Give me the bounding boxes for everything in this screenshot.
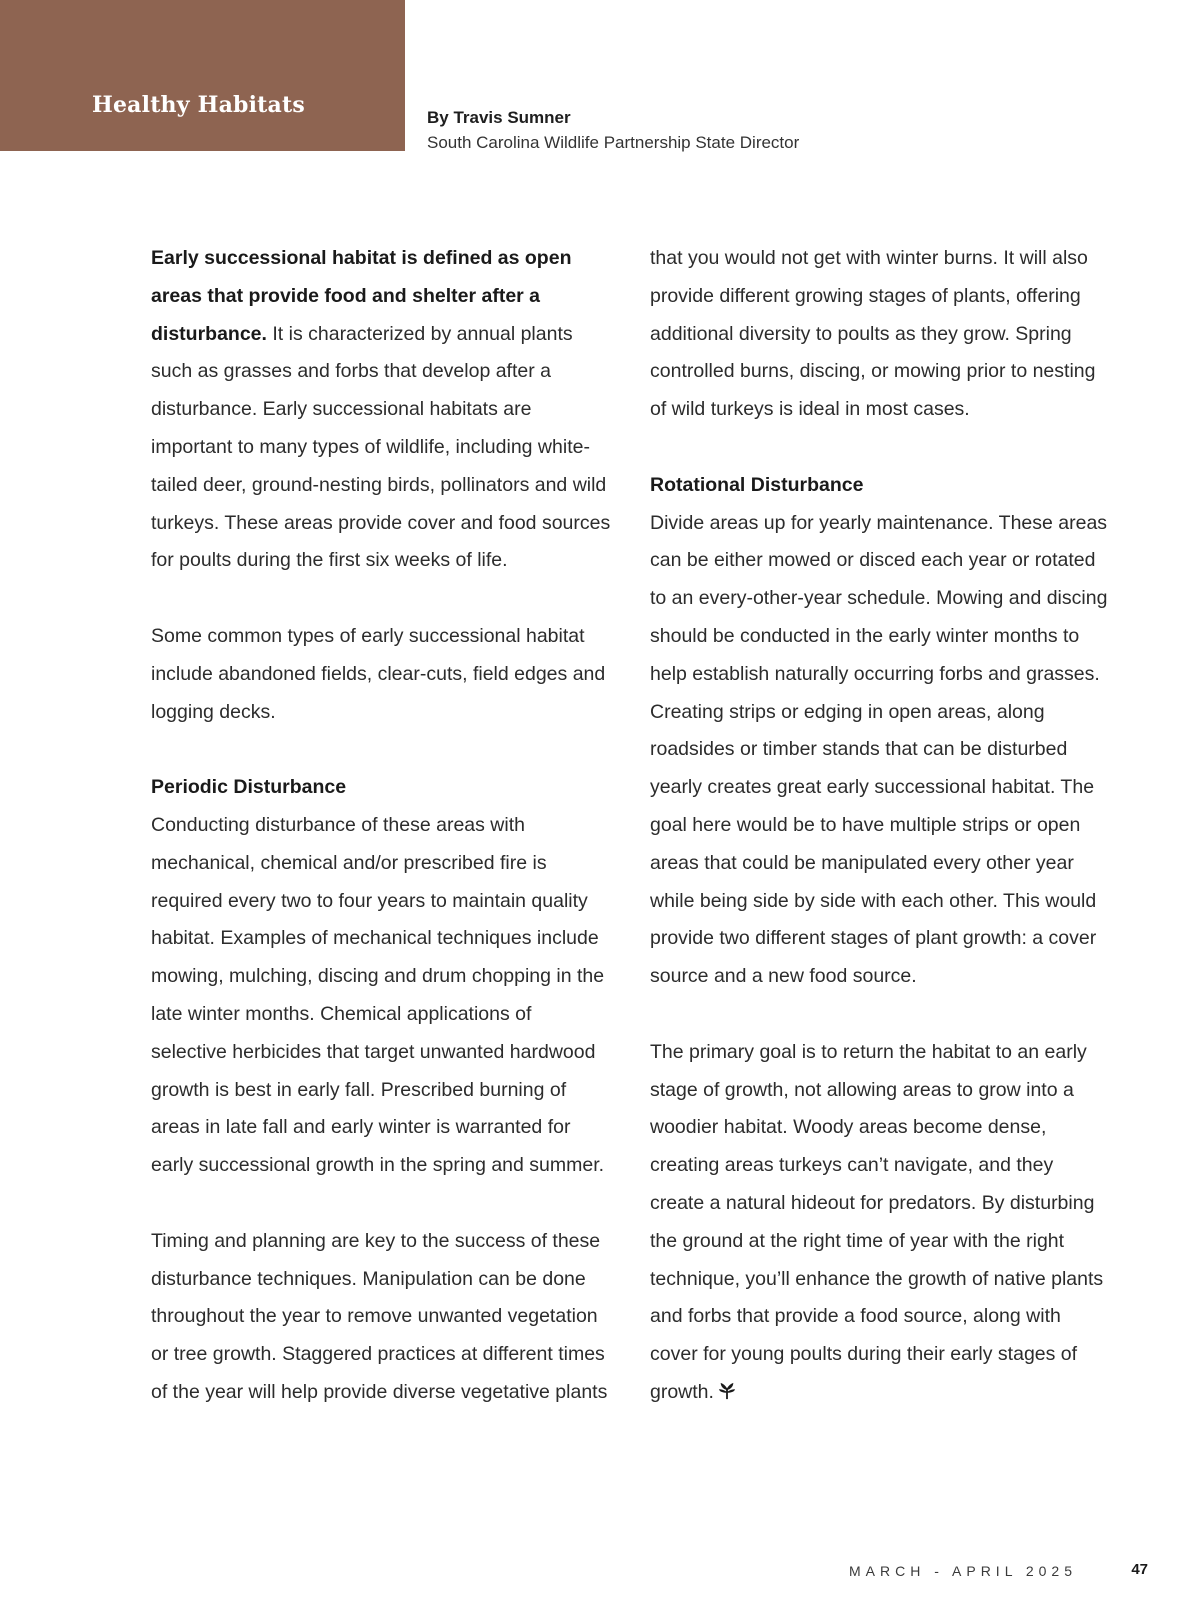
article-column-right [650, 240, 1110, 1412]
periodic-disturbance-text: Conducting disturbance of these areas with mechanical, chemical and/or prescribed fire is required every two to four years to maintain quality habitat. Examples of mechanical techniques include mowing, mulching, discing and drum chopping in the late winter months. Chemical applications of selective herbicides that target unwanted hardwood growth is best in early fall. Prescribed burning of areas in late fall and early winter is warranted for early successional growth in the spring and summer. [151, 813, 605, 1177]
byline [427, 106, 799, 156]
conclusion-text: The primary goal is to return the habitat to an early stage of growth, not allowing areas to grow into a woodier habitat. Woody areas become dense, creating areas turkeys can’t navigate, and they create a natural hideout for predators. By disturbing the ground at the right time of year with the right technique, you’ll enhance the growth of native plants and forbs that provide a food source, along with cover for young poults during their early stages of growth. [650, 1040, 1104, 1403]
periodic-disturbance-heading: Periodic Disturbance [151, 776, 347, 799]
intro-paragraph [151, 240, 611, 580]
page-number: 47 [1131, 1561, 1148, 1578]
intro-text: It is characterized by annual plants such as grasses and forbs that develop after a disturbance. Early successional habitats are important to many types of wildlife, including white-tailed deer, ground-nesting birds, pollinators and wild turkeys. These areas provide cover and food sources for poults during the first six weeks of life. [151, 322, 611, 572]
intro-lead: Early successional habitat is defined as open areas that provide food and shelter after a disturbance. [151, 247, 572, 345]
author-name: By Travis Sumner [427, 108, 571, 127]
rotational-disturbance-text: Divide areas up for yearly maintenance. These areas can be either mowed or disced each year or rotated to an every-other-year schedule. Mowing and discing should be conducted in the early winter months to help establish naturally occurring forbs and grasses. Creating strips or edging in open areas, along roadsides or timber stands that can be disturbed yearly creates great early successional habitat. The goal here would be to have multiple strips or open areas that could be manipulated every other year while being side by side with each other. This would provide two different stages of plant growth: a cover source and a new food source. [650, 511, 1108, 988]
section-header-band [0, 0, 405, 151]
page-footer [0, 1563, 1200, 1589]
timing-paragraph: Timing and planning are key to the success of these disturbance techniques. Manipulation can be done throughout the year to remove unwanted vegetation or tree growth. Staggered practices at different times of the year will help provide diverse vegetative plants [151, 1229, 608, 1403]
author-role: South Carolina Wildlife Partnership State Director [427, 133, 800, 152]
timing-paragraph-continued: that you would not get with winter burns. It will also provide different growing stages of plants, offering additional diversity to poults as they grow. Spring controlled burns, discing, or mowing prior to nesting of wild turkeys is ideal in most cases. [650, 247, 1096, 421]
article-column-left [151, 240, 611, 1412]
common-types-paragraph: Some common types of early successional habitat include abandoned fields, clear-cuts, field edges and logging decks. [151, 624, 606, 723]
issue-date: MARCH - APRIL 2025 [849, 1563, 1077, 1579]
conclusion-paragraph [650, 1034, 1110, 1412]
turkey-feather-icon [718, 1382, 736, 1400]
periodic-disturbance-section [151, 769, 611, 1185]
rotational-disturbance-heading: Rotational Disturbance [650, 473, 864, 496]
section-title: Healthy Habitats [92, 92, 305, 118]
rotational-disturbance-section [650, 467, 1110, 996]
